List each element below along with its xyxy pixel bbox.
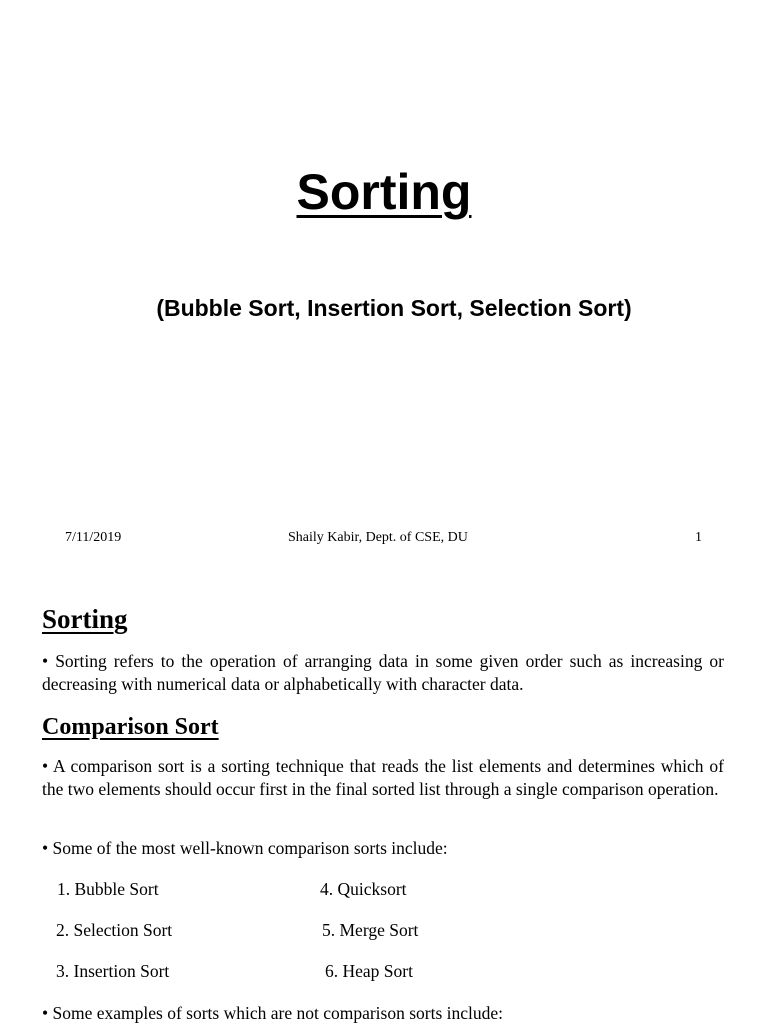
slide-title: Sorting bbox=[296, 164, 472, 220]
sort-list-item: 6. Heap Sort bbox=[325, 961, 413, 981]
sorting-definition: • Sorting refers to the operation of arranging data in some given order such as increasing or decreasing with numerical data or alphabetically with character data. bbox=[42, 651, 724, 694]
sort-list-item: 4. Quicksort bbox=[320, 879, 407, 899]
footer-page-number: 1 bbox=[695, 530, 702, 545]
comparison-sort-definition: • A comparison sort is a sorting technique that reads the list elements and determines which of the two elements should occur first in the final sorted list through a single comparison operation. bbox=[42, 756, 724, 799]
sort-list-item: 5. Merge Sort bbox=[322, 920, 419, 940]
section-heading-comparison-sort: Comparison Sort bbox=[42, 714, 219, 740]
slide-subtitle: (Bubble Sort, Insertion Sort, Selection Sort) bbox=[156, 295, 632, 321]
sort-list-item: 3. Insertion Sort bbox=[56, 961, 170, 981]
section-heading-sorting: Sorting bbox=[42, 604, 128, 634]
sort-list-item: 2. Selection Sort bbox=[56, 920, 173, 940]
footer-date: 7/11/2019 bbox=[65, 530, 122, 545]
well-known-sorts-intro: • Some of the most well-known comparison sorts include: bbox=[42, 838, 448, 858]
footer-author: Shaily Kabir, Dept. of CSE, DU bbox=[288, 530, 468, 545]
sort-list-item: 1. Bubble Sort bbox=[57, 879, 159, 899]
non-comparison-sorts-intro: • Some examples of sorts which are not comparison sorts include: bbox=[42, 1003, 504, 1023]
